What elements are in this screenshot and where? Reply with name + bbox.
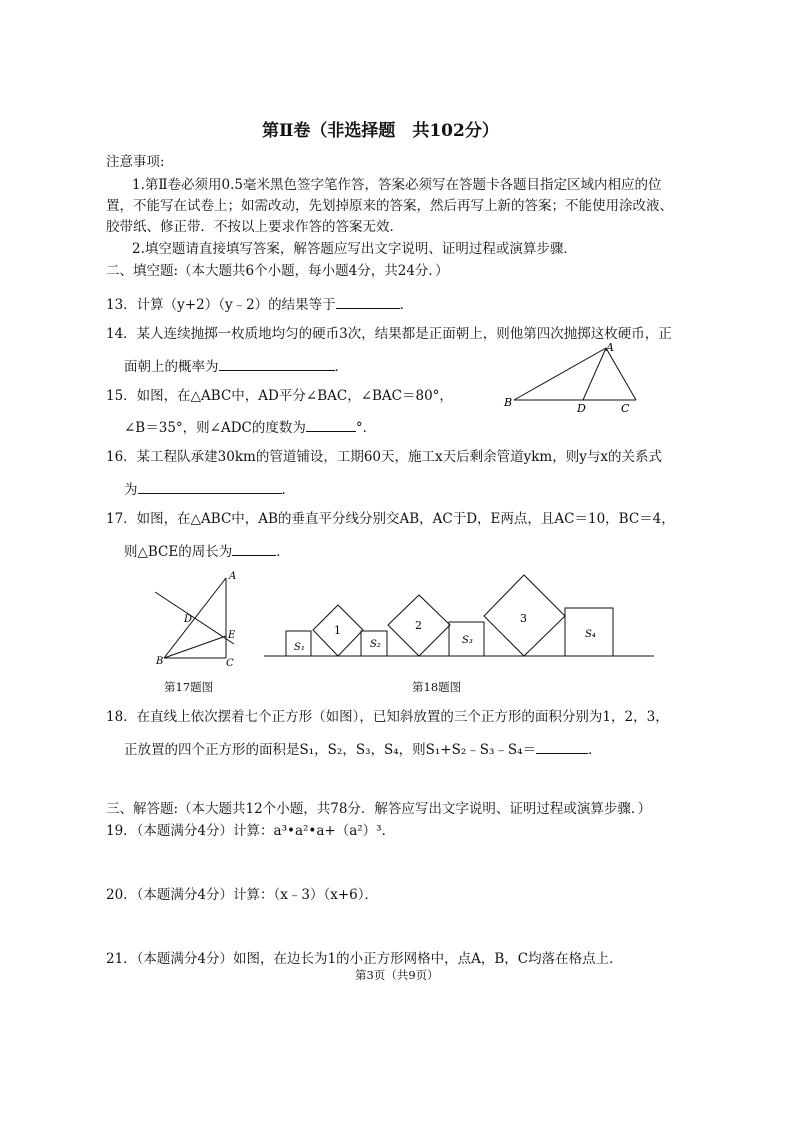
label-3: 3 bbox=[520, 612, 527, 625]
label-b: B bbox=[156, 656, 164, 667]
segment-ba bbox=[514, 348, 606, 400]
label-c: C bbox=[226, 658, 234, 668]
question-16-line2 bbox=[124, 479, 295, 499]
section3-heading: 三、解答题:（本大题共12个小题，共78分．解答应写出文字说明、证明过程或演算步骤．） bbox=[106, 801, 652, 817]
label-e: E bbox=[228, 630, 236, 641]
q17-answer-blank[interactable] bbox=[232, 541, 276, 556]
q13-text: 13．计算（y+2）（y﹣2）的结果等于 bbox=[106, 297, 336, 313]
question-15-line2 bbox=[124, 417, 376, 437]
q17-end: ． bbox=[276, 544, 290, 560]
q15-answer-blank[interactable] bbox=[306, 417, 356, 432]
question-21: 21．（本题满分4分）如图，在边长为1的小正方形网格中，点A，B，C均落在格点上． bbox=[106, 951, 623, 967]
label-2: 2 bbox=[415, 619, 422, 632]
label-s4: S₄ bbox=[585, 629, 596, 640]
q17-figure-caption: 第17题图 bbox=[164, 680, 214, 694]
q17-triangle-figure bbox=[150, 568, 245, 668]
q15-line2: ∠B＝35°，则∠ADC的度数为 bbox=[124, 420, 306, 436]
q13-end: ． bbox=[399, 297, 414, 313]
question-14-line2 bbox=[124, 356, 348, 376]
notice-item1-line1: 1.第Ⅱ卷必须用0.5毫米黑色签字笔作答，答案必须写在答题卡各题目指定区域内相应的位 bbox=[132, 177, 662, 193]
q14-line2: 面朝上的概率为 bbox=[124, 359, 219, 375]
notice-heading: 注意事项: bbox=[106, 154, 165, 170]
q15-end: °． bbox=[355, 420, 377, 436]
segment-ac bbox=[606, 348, 636, 400]
segment-ad bbox=[583, 348, 606, 400]
page-title: 第Ⅱ卷（非选择题 共102分） bbox=[262, 121, 499, 141]
q18-end: ． bbox=[588, 742, 602, 758]
q16-line2: 为 bbox=[124, 482, 138, 498]
label-s3: S₃ bbox=[462, 635, 473, 646]
q18-line2: 正放置的四个正方形的面积是S₁，S₂，S₃，S₄，则S₁+S₂﹣S₃﹣S₄＝ bbox=[124, 742, 537, 758]
notice-item1-line2: 置，不能写在试卷上；如需改动，先划掉原来的答案，然后再写上新的答案；不能使用涂改液、 bbox=[106, 198, 673, 214]
label-s1: S₁ bbox=[294, 642, 305, 653]
q18-figure-caption: 第18题图 bbox=[412, 680, 462, 694]
question-20: 20．（本题满分4分）计算：（x﹣3）（x+6）． bbox=[106, 887, 378, 903]
notice-item1-line3: 胶带纸、修正带．不按以上要求作答的答案无效． bbox=[106, 219, 403, 235]
q15-line1: 15．如图，在△ABC中，AD平分∠BAC，∠BAC＝80°， bbox=[106, 388, 453, 404]
q17-line2: 则△BCE的周长为 bbox=[124, 544, 233, 560]
question-18-line2 bbox=[124, 739, 602, 759]
question-19: 19．（本题满分4分）计算：a³•a²•a+（a²）³． bbox=[106, 823, 396, 839]
q16-end: ． bbox=[281, 482, 295, 498]
q14-line1: 14．某人连续抛掷一枚质地均匀的硬币3次，结果都是正面朝上，则他第四次抛掷这枚硬币，正 bbox=[106, 326, 672, 342]
notice-item2: 2.填空题请直接填写答案，解答题应写出文字说明、证明过程或演算步骤． bbox=[132, 241, 577, 257]
segment-be bbox=[164, 636, 226, 658]
label-c: C bbox=[621, 402, 630, 415]
q16-answer-blank[interactable] bbox=[138, 479, 282, 494]
q14-answer-blank[interactable] bbox=[219, 356, 335, 371]
label-a: A bbox=[229, 571, 237, 582]
label-a: A bbox=[606, 341, 614, 354]
q16-line1: 16．某工程队承建30km的管道铺设，工期60天，施工x天后剩余管道ykm，则y与x的关系式 bbox=[106, 449, 662, 465]
label-s2: S₂ bbox=[370, 639, 381, 650]
perpendicular-bisector bbox=[155, 592, 234, 644]
q15-triangle-figure bbox=[500, 340, 650, 418]
page-footer: 第3页（共9页） bbox=[355, 968, 439, 982]
section2-heading: 二、填空题:（本大题共6个小题，每小题4分，共24分．） bbox=[106, 263, 449, 279]
q18-answer-blank[interactable] bbox=[536, 739, 588, 754]
q18-line1: 18．在直线上依次摆着七个正方形（如图），已知斜放置的三个正方形的面积分别为1，2，3， bbox=[106, 709, 669, 725]
q13-answer-blank[interactable] bbox=[336, 294, 400, 309]
label-d: D bbox=[184, 614, 193, 625]
q18-squares-figure bbox=[262, 570, 658, 662]
q14-end: ． bbox=[334, 359, 348, 375]
label-d: D bbox=[577, 402, 586, 415]
label-1: 1 bbox=[334, 624, 341, 637]
question-17-line2 bbox=[124, 541, 290, 561]
label-b: B bbox=[504, 396, 513, 409]
question-13 bbox=[106, 294, 413, 314]
q17-line1: 17．如图，在△ABC中，AB的垂直平分线分别交AB，AC于D，E两点，且AC＝10，BC＝4， bbox=[106, 511, 675, 527]
